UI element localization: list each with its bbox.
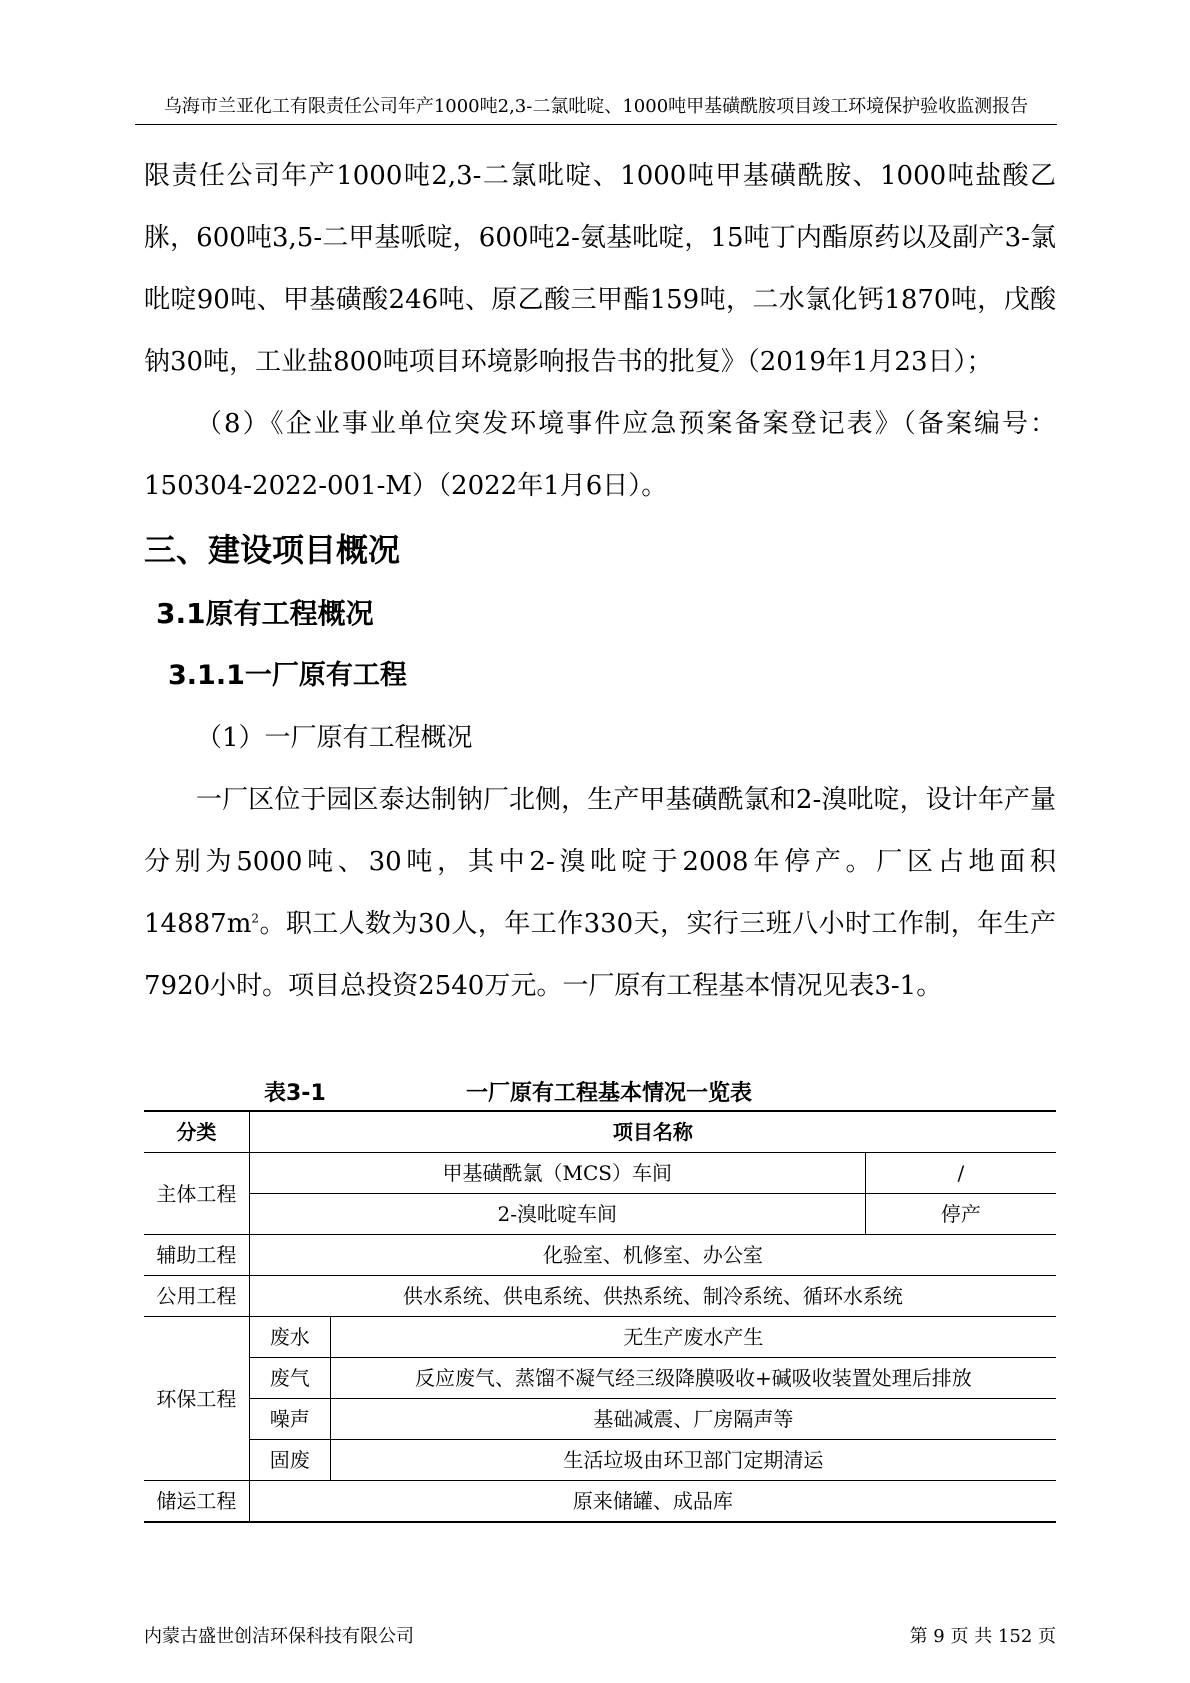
- header-category: 分类: [144, 1111, 249, 1153]
- table-title: 一厂原有工程基本情况一览表: [466, 1081, 753, 1106]
- category-utility: 公用工程: [144, 1276, 249, 1317]
- category-environmental: 环保工程: [144, 1317, 249, 1481]
- table-row: [144, 1399, 1056, 1440]
- document-body: [144, 145, 1056, 1017]
- category-storage: 储运工程: [144, 1481, 249, 1523]
- footer-company: 内蒙古盛世创洁环保科技有限公司: [144, 1626, 414, 1647]
- table-row: [144, 1317, 1056, 1358]
- env-subcategory: 废水: [249, 1317, 330, 1358]
- header-project-name: 项目名称: [249, 1111, 1056, 1153]
- env-subcategory: 噪声: [249, 1399, 330, 1440]
- footer-page-number: 第 9 页 共 152 页: [909, 1626, 1056, 1647]
- env-value: 无生产废水产生: [330, 1317, 1056, 1358]
- item-heading: （1）一厂原有工程概况: [196, 723, 473, 753]
- env-value: 反应废气、蒸馏不凝气经三级降膜吸收+碱吸收装置处理后排放: [330, 1358, 1056, 1399]
- table-row: [144, 1481, 1056, 1523]
- paragraph-emergency-plan: （8）《企业事业单位突发环境事件应急预案备案登记表》（备案编号：150304-2022-001-M）（2022年1月6日）。: [144, 409, 1056, 501]
- table-row: [144, 1440, 1056, 1481]
- main-item-note: 停产: [865, 1194, 1056, 1235]
- table-number: 表3-1: [264, 1081, 326, 1106]
- env-subcategory: 固废: [249, 1440, 330, 1481]
- subsubsection-heading: 3.1.1一厂原有工程: [168, 660, 407, 691]
- paragraph-plant-overview-part1: 一厂区位于园区泰达制钠厂北侧，生产甲基磺酰氯和2-溴吡啶，设计年产量分别为5000吨、30吨，其中2-溴吡啶于2008年停产。厂区占地面积14887m: [144, 785, 1056, 939]
- table-caption: [144, 1078, 1056, 1110]
- table-header-row: [144, 1111, 1056, 1153]
- table-row: [144, 1358, 1056, 1399]
- table-row: [144, 1153, 1056, 1194]
- subsection-heading: 3.1原有工程概况: [156, 597, 374, 630]
- main-item-name: 2-溴吡啶车间: [249, 1194, 865, 1235]
- page-header: 乌海市兰亚化工有限责任公司年产1000吨2,3-二氯吡啶、1000吨甲基磺酰胺项目竣工环境保护验收监测报告: [135, 95, 1057, 125]
- main-item-name: 甲基磺酰氯（MCS）车间: [249, 1153, 865, 1194]
- category-main: 主体工程: [144, 1153, 249, 1235]
- plant-overview-table: [144, 1110, 1056, 1523]
- env-value: 生活垃圾由环卫部门定期清运: [330, 1440, 1056, 1481]
- auxiliary-value: 化验室、机修室、办公室: [249, 1235, 1056, 1276]
- main-item-note: /: [865, 1153, 1056, 1194]
- env-value: 基础减震、厂房隔声等: [330, 1399, 1056, 1440]
- paragraph-approval-continued: 限责任公司年产1000吨2,3-二氯吡啶、1000吨甲基磺酰胺、1000吨盐酸乙脒，600吨3,5-二甲基哌啶，600吨2-氨基吡啶，15吨丁内酯原药以及副产3-氯吡啶90吨、甲基磺酸246吨、原乙酸三甲酯159吨，二水氯化钙1870吨，戊酸钠30吨，工业盐800吨项目环境影响报告书的批复》（2019年1月23日）；: [144, 161, 1056, 377]
- area-unit-superscript: 2: [251, 911, 260, 926]
- table-row: [144, 1235, 1056, 1276]
- table-row: [144, 1276, 1056, 1317]
- utility-value: 供水系统、供电系统、供热系统、制冷系统、循环水系统: [249, 1276, 1056, 1317]
- table-row: [144, 1194, 1056, 1235]
- section-heading: 三、建设项目概况: [144, 531, 401, 569]
- env-subcategory: 废气: [249, 1358, 330, 1399]
- storage-value: 原来储罐、成品库: [249, 1481, 1056, 1523]
- paragraph-plant-overview: [144, 769, 1056, 1017]
- category-auxiliary: 辅助工程: [144, 1235, 249, 1276]
- paragraph-plant-overview-part2: 。职工人数为30人，年工作330天，实行三班八小时工作制，年生产7920小时。项目总投资2540万元。一厂原有工程基本情况见表3-1。: [144, 909, 1056, 1001]
